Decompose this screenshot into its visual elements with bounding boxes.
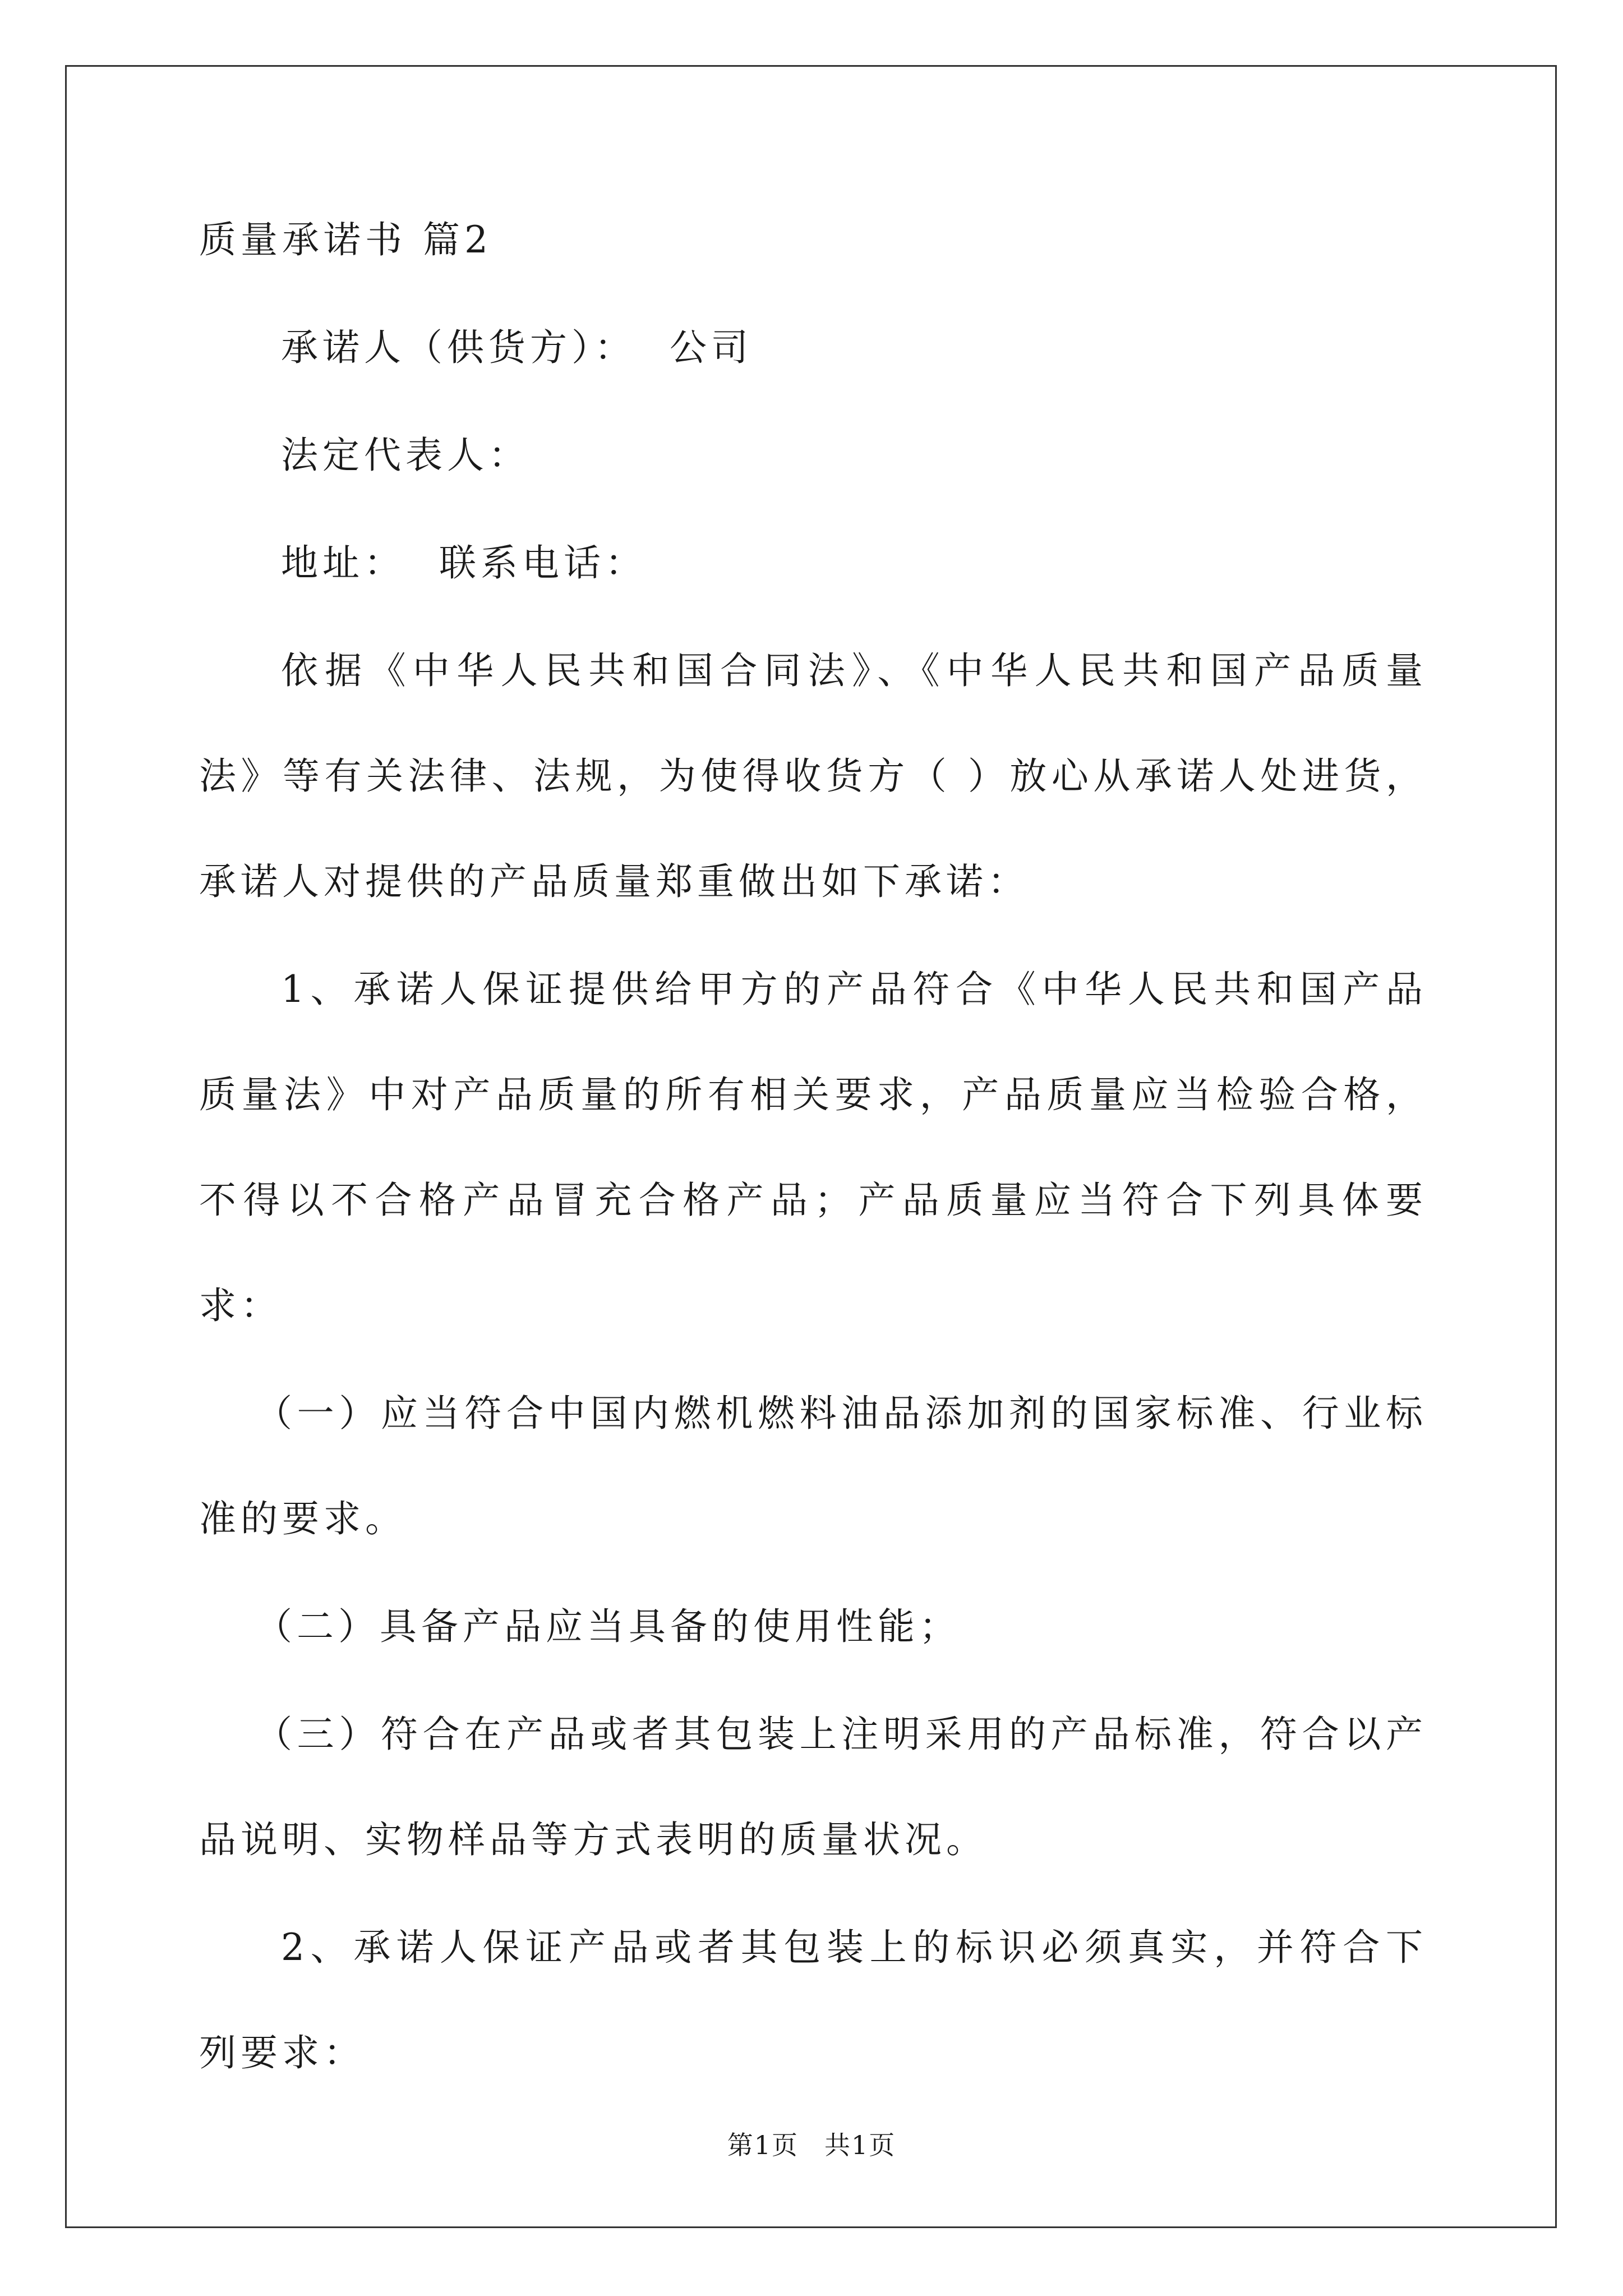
paragraph-item-2: （二）具备产品应当具备的使用性能； bbox=[255, 1605, 961, 1648]
document-body bbox=[199, 213, 1427, 2134]
field-phone-label: 联系电话： bbox=[439, 541, 647, 585]
page-total: 共1页 bbox=[824, 2130, 896, 2160]
paragraph-clause-1: 1、承诺人保证提供给甲方的产品符合《中华人民共和国产品质量法》中对产品质量的所有相关要求，产品质量应当检验合格，不得以不合格产品冒充合格产品；产品质量应当符合下列具体要求： bbox=[199, 968, 1427, 1327]
field-address bbox=[199, 536, 1427, 590]
field-promisor-value: 公司 bbox=[670, 326, 753, 369]
field-promisor bbox=[199, 321, 1427, 375]
page-number: 第1页 bbox=[727, 2130, 799, 2160]
field-legal-representative-label: 法定代表人： bbox=[281, 434, 530, 477]
field-address-label: 地址： bbox=[281, 541, 405, 585]
page-footer bbox=[0, 2125, 1623, 2162]
paragraph-item-3: （三）符合在产品或者其包装上注明采用的产品标准，符合以产品说明、实物样品等方式表明的质量状况。 bbox=[199, 1713, 1427, 1861]
paragraph-item-1: （一）应当符合中国内燃机燃料油品添加剂的国家标准、行业标准的要求。 bbox=[199, 1392, 1427, 1540]
paragraph-basis: 依据《中华人民共和国合同法》、《中华人民共和国产品质量法》等有关法律、法规，为使得收货方（ ）放心从承诺人处进货，承诺人对提供的产品质量郑重做出如下承诺： bbox=[199, 649, 1427, 903]
document-title: 质量承诺书 篇2 bbox=[199, 218, 492, 261]
paragraph-clause-2: 2、承诺人保证产品或者其包装上的标识必须真实，并符合下列要求： bbox=[199, 1926, 1427, 2074]
field-legal-representative bbox=[199, 429, 1427, 482]
field-promisor-label: 承诺人（供货方）： bbox=[281, 326, 636, 369]
